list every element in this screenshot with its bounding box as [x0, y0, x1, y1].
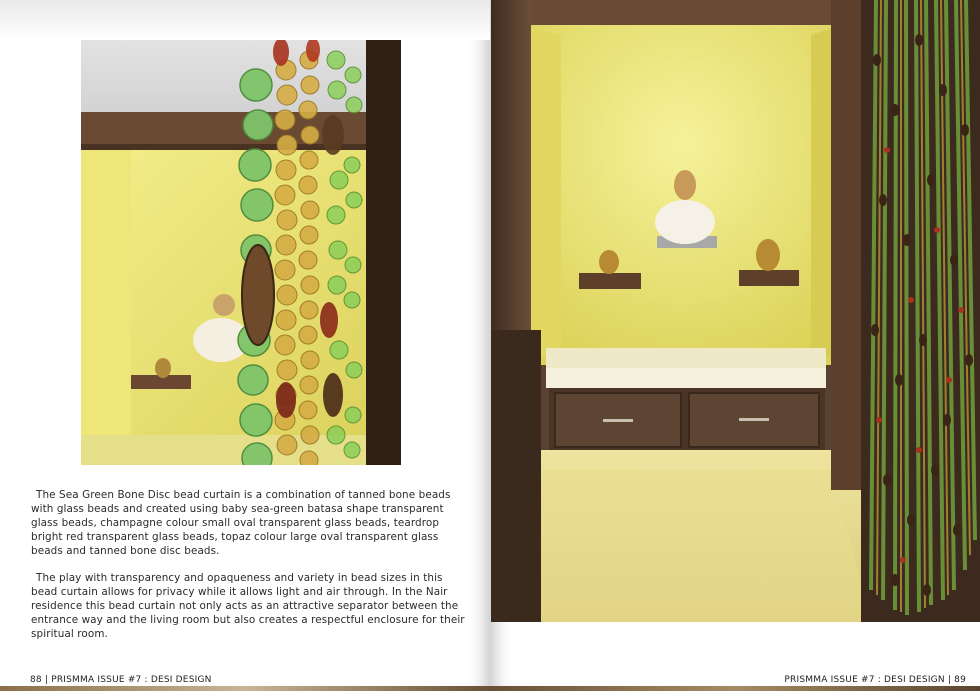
room-photo-illustration: [491, 0, 980, 622]
article-body: [31, 488, 471, 654]
page-top-shade: [0, 0, 490, 40]
closeup-photo-illustration: [81, 40, 401, 465]
bottom-edge-strip: [0, 686, 980, 691]
folio-left: 88 | PRISMMA ISSUE #7 : DESI DESIGN: [30, 675, 212, 685]
right-page: [490, 0, 980, 691]
folio-right: PRISMMA ISSUE #7 : DESI DESIGN | 89: [784, 675, 966, 685]
article-paragraph-2: The play with transparency and opaqueness and variety in bead sizes in this bead curtain allows for privacy while it allows light and air through. In the Nair residence this bead curtain not only acts as an attractive separator between the entrance way and the living room but also creates a respectful enclosure for their spiritual room.: [31, 572, 465, 640]
bead-curtain-closeup-photo: [81, 40, 401, 465]
spiritual-room-photo: [491, 0, 980, 622]
article-paragraph-1: The Sea Green Bone Disc bead curtain is a combination of tanned bone beads with glass beads and created using baby sea-green batasa shape transparent glass beads, champagne colour small oval transparent glass beads, teardrop bright red transparent glass beads, topaz colour large oval transparent glass beads and tanned bone disc beads.: [31, 489, 451, 557]
